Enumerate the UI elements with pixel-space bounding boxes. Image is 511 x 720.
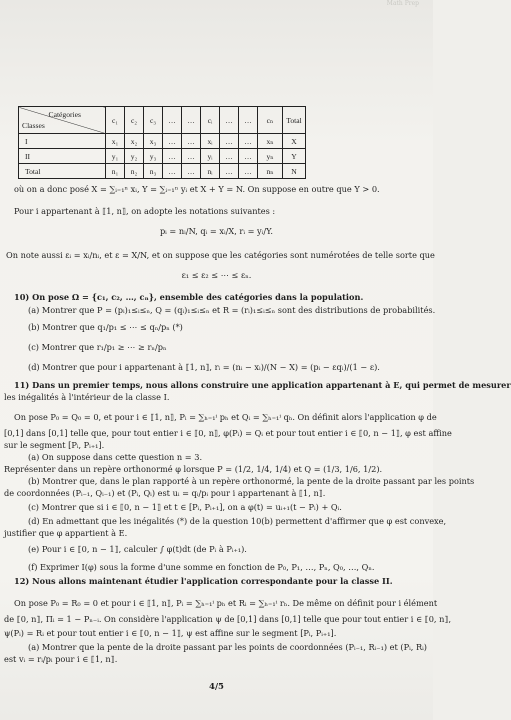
text-line: justifier que φ appartient à E. bbox=[4, 528, 128, 538]
text-line: de ⟦0, n⟧, Πᵢ = 1 − Pₙ₋ᵢ. On considère l'application ψ de [0,1] dans [0,1] telle que pour tout entier i ∈ ⟦0, n⟧, bbox=[4, 614, 452, 624]
column-header: c₁ bbox=[106, 107, 125, 134]
table-cell: x₃ bbox=[144, 134, 163, 149]
table-cell: … bbox=[182, 149, 201, 164]
table-cell: y₁ bbox=[106, 149, 125, 164]
table-cell: … bbox=[182, 134, 201, 149]
question-11f: (f) Exprimer I(φ) sous la forme d'une somme en fonction de P₀, P₁, …, Pₙ, Q₀, …, Qₙ. bbox=[28, 562, 375, 572]
text-line: On note aussi εᵢ = xᵢ/nᵢ, et ε = X/N, et on suppose que les catégories sont numérotées de telle sorte que bbox=[6, 250, 435, 260]
column-header: … bbox=[182, 107, 201, 134]
table-cell: … bbox=[220, 149, 239, 164]
table-cell: … bbox=[220, 134, 239, 149]
table-row bbox=[19, 149, 306, 164]
table-cell: nₙ bbox=[258, 164, 283, 179]
table-cell: nᵢ bbox=[201, 164, 220, 179]
question-10: 10) On pose Ω = {c₁, c₂, …, cₙ}, ensemble des catégories dans la population. bbox=[14, 292, 364, 302]
question-12a: (a) Montrer que la pente de la droite passant par les points de coordonnées (Pᵢ₋₁, Rᵢ₋₁) et (Pᵢ, Rᵢ) bbox=[28, 642, 427, 652]
text-line: ψ(Pᵢ) = Rᵢ et pour tout entier i ∈ ⟦0, n − 1⟧, ψ est affine sur le segment [Pᵢ, Pᵢ₊₁]. bbox=[4, 628, 337, 638]
table-header-row bbox=[19, 107, 306, 134]
page-number: 4/5 bbox=[209, 682, 224, 692]
table-cell: … bbox=[163, 134, 182, 149]
column-header: … bbox=[239, 107, 258, 134]
table-row bbox=[19, 164, 306, 179]
table-cell: n₃ bbox=[144, 164, 163, 179]
table-cell: xₙ bbox=[258, 134, 283, 149]
column-header: … bbox=[220, 107, 239, 134]
table-cell: n₁ bbox=[106, 164, 125, 179]
column-header: c₂ bbox=[125, 107, 144, 134]
question-11c: (c) Montrer que si i ∈ ⟦0, n − 1⟧ et t ∈ [Pᵢ, Pᵢ₊₁], on a φ(t) = uᵢ₊₁(t − Pᵢ) + Qᵢ. bbox=[28, 502, 342, 512]
table-cell: X bbox=[283, 134, 306, 149]
table-cell: y₂ bbox=[125, 149, 144, 164]
row-label: I bbox=[19, 134, 106, 149]
table-cell: x₂ bbox=[125, 134, 144, 149]
question-10c: (c) Montrer que r₁/p₁ ≥ ⋯ ≥ rₙ/pₙ bbox=[28, 342, 167, 352]
column-header: … bbox=[163, 107, 182, 134]
text-line: [0,1] dans [0,1] telle que, pour tout entier i ∈ ⟦0, n⟧, φ(Pᵢ) = Qᵢ et pour tout entier i ∈ ⟦0, n − 1⟧, φ est affine bbox=[4, 428, 452, 438]
text-line: de coordonnées (Pᵢ₋₁, Qᵢ₋₁) et (Pᵢ, Qᵢ) est uᵢ = qᵢ/pᵢ pour i appartenant à ⟦1, n⟧. bbox=[4, 488, 326, 498]
table-cell: … bbox=[163, 164, 182, 179]
table-cell: x₁ bbox=[106, 134, 125, 149]
categories-table bbox=[18, 106, 306, 179]
table-corner-cell bbox=[19, 107, 106, 134]
row-label: II bbox=[19, 149, 106, 164]
question-10b: (b) Montrer que q₁/p₁ ≤ ⋯ ≤ qₙ/pₙ (*) bbox=[28, 322, 183, 332]
question-10a: (a) Montrer que P = (pᵢ)₁≤ᵢ≤ₙ, Q = (qᵢ)₁≤ᵢ≤ₙ et R = (rᵢ)₁≤ᵢ≤ₙ sont des distributions de probabilités. bbox=[28, 305, 436, 315]
table-cell: … bbox=[239, 149, 258, 164]
column-header: Total bbox=[283, 107, 306, 134]
column-header: cₙ bbox=[258, 107, 283, 134]
text-line: sur le segment [Pᵢ, Pᵢ₊₁]. bbox=[4, 440, 105, 450]
table-cell: yₙ bbox=[258, 149, 283, 164]
text-line: est vᵢ = rᵢ/pᵢ pour i ∈ ⟦1, n⟧. bbox=[4, 654, 118, 664]
table-cell: y₃ bbox=[144, 149, 163, 164]
text-line: où on a donc posé X = ∑ᵢ₌₁ⁿ xᵢ, Y = ∑ᵢ₌₁ⁿ yᵢ et X + Y = N. On suppose en outre que Y > 0. bbox=[14, 184, 380, 194]
question-11a: (a) On suppose dans cette question n = 3. bbox=[28, 452, 203, 462]
table-cell: … bbox=[220, 164, 239, 179]
text-line: Représenter dans un repère orthonormé φ lorsque P = (1/2, 1/4, 1/4) et Q = (1/3, 1/6, 1/2). bbox=[4, 464, 383, 474]
table-row bbox=[19, 134, 306, 149]
watermark: Math Prep bbox=[386, 0, 419, 7]
table-cell: N bbox=[283, 164, 306, 179]
question-12: 12) Nous allons maintenant étudier l'application correspondante pour la classe II. bbox=[14, 576, 393, 586]
header-classes: Classes bbox=[22, 121, 45, 130]
table-cell: Y bbox=[283, 149, 306, 164]
table-cell: xᵢ bbox=[201, 134, 220, 149]
column-header: cᵢ bbox=[201, 107, 220, 134]
question-11b: (b) Montrer que, dans le plan rapporté à un repère orthonormé, la pente de la droite passant par les points bbox=[28, 476, 475, 486]
text-line: On pose P₀ = R₀ = 0 et pour i ∈ ⟦1, n⟧, Pᵢ = ∑ₕ₌₁ⁱ pₕ et Rᵢ = ∑ₕ₌₁ⁱ rₕ. De même on définit pour i élément bbox=[14, 598, 438, 608]
table-cell: … bbox=[239, 164, 258, 179]
formula-line: ε₁ ≤ ε₂ ≤ ⋯ ≤ εₙ. bbox=[181, 270, 252, 280]
formula-line: pᵢ = nᵢ/N, qᵢ = xᵢ/X, rᵢ = yᵢ/Y. bbox=[159, 226, 274, 236]
question-10d: (d) Montrer que pour i appartenant à ⟦1, n⟧, rᵢ = (nᵢ − xᵢ)/(N − X) = (pᵢ − εqᵢ)/(1 − ε). bbox=[28, 362, 380, 372]
row-label: Total bbox=[19, 164, 106, 179]
question-11d: (d) En admettant que les inégalités (*) de la question 10(b) permettent d'affirmer que φ est convexe, bbox=[28, 516, 447, 526]
table-cell: … bbox=[182, 164, 201, 179]
table-cell: … bbox=[163, 149, 182, 164]
text-line: Pour i appartenant à ⟦1, n⟧, on adopte les notations suivantes : bbox=[14, 206, 276, 216]
table-cell: … bbox=[239, 134, 258, 149]
column-header: c₃ bbox=[144, 107, 163, 134]
text-line: On pose P₀ = Q₀ = 0, et pour i ∈ ⟦1, n⟧, Pᵢ = ∑ₕ₌₁ⁱ pₕ et Qᵢ = ∑ₕ₌₁ⁱ qₕ. On définit alors l'application φ de bbox=[14, 412, 437, 422]
table-cell: yᵢ bbox=[201, 149, 220, 164]
question-11e: (e) Pour i ∈ ⟦0, n − 1⟧, calculer ∫ φ(t)dt (de Pᵢ à Pᵢ₊₁). bbox=[28, 544, 247, 554]
header-categories: Catégories bbox=[48, 110, 81, 119]
text-line: les inégalités à l'intérieur de la classe I. bbox=[4, 392, 170, 402]
table-cell: n₂ bbox=[125, 164, 144, 179]
question-11: 11) Dans un premier temps, nous allons construire une application appartenant à E, qui permet de mesurer bbox=[14, 380, 511, 390]
